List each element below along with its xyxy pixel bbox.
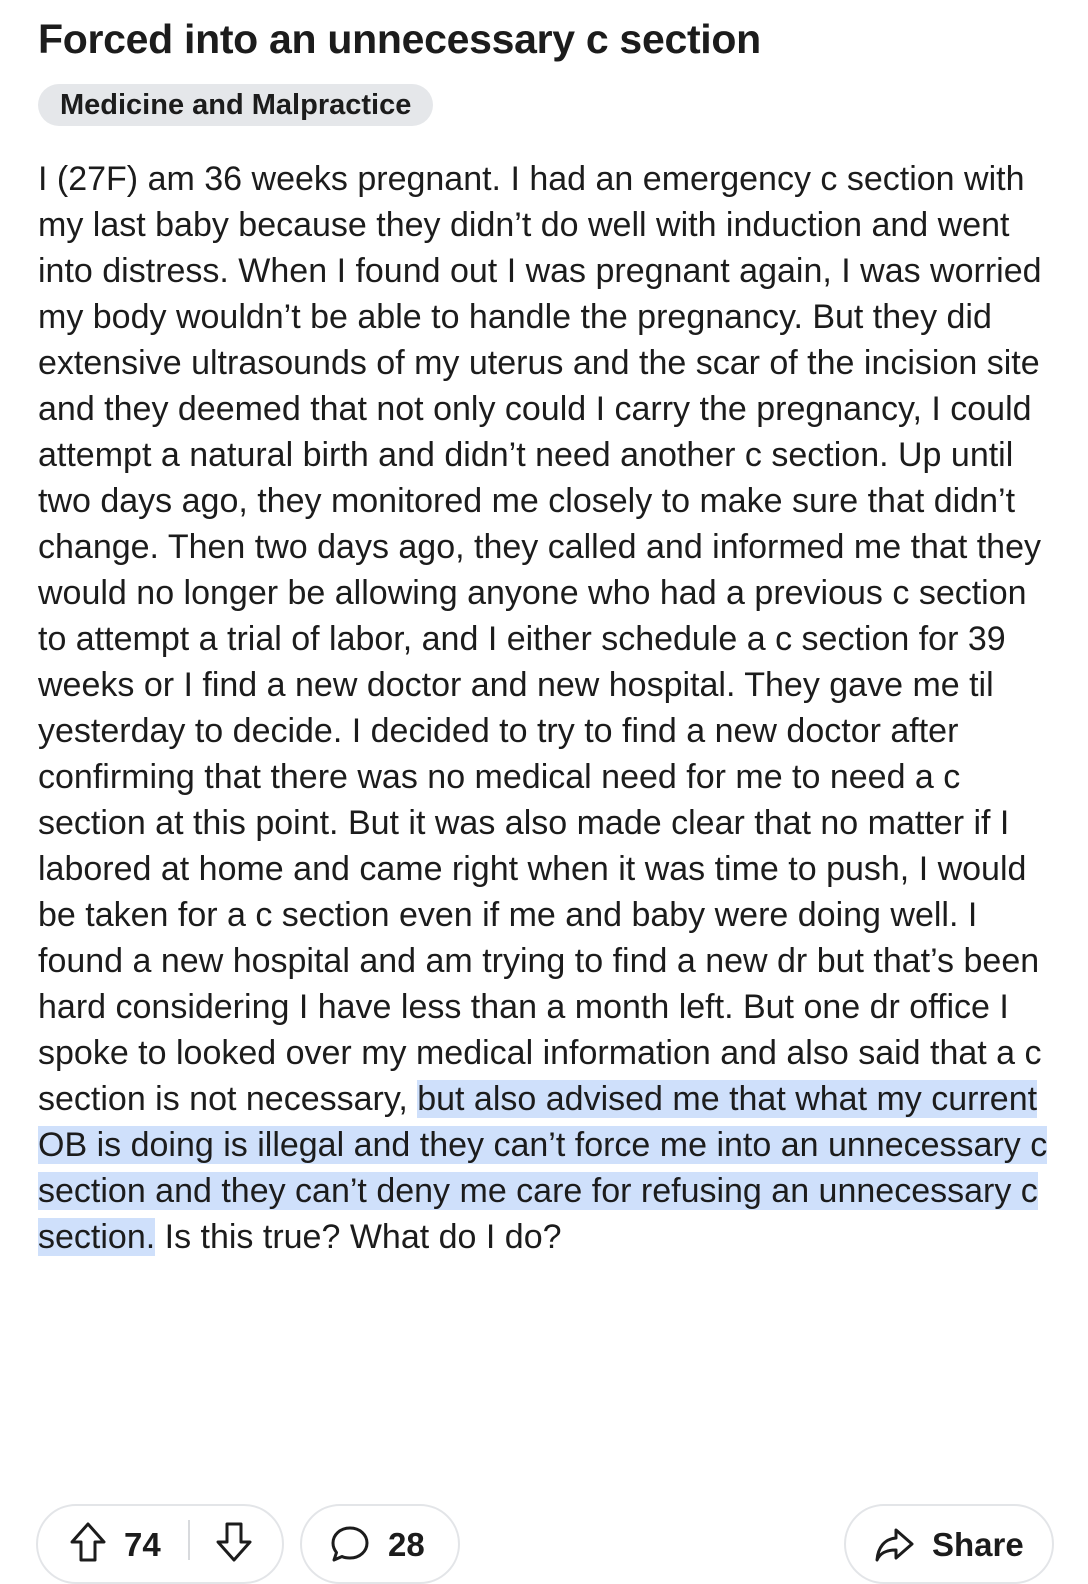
vote-divider bbox=[188, 1520, 190, 1560]
post-body bbox=[38, 156, 1058, 1260]
upvote-button[interactable] bbox=[68, 1520, 108, 1564]
share-label: Share bbox=[932, 1526, 1024, 1563]
vote-control bbox=[36, 1504, 284, 1584]
comments-button[interactable] bbox=[300, 1504, 460, 1584]
post-body-text-end: Is this true? What do I do? bbox=[155, 1218, 562, 1256]
speech-bubble-icon bbox=[330, 1522, 370, 1566]
arrow-up-icon bbox=[68, 1520, 108, 1564]
share-button[interactable] bbox=[844, 1504, 1054, 1584]
post-title[interactable]: Forced into an unnecessary c section bbox=[38, 16, 761, 62]
post-body-highlighted-text: but also advised me that what my current OB is doing is illegal and they can’t force me into an unnecessary c section and they can’t deny me care for refusing an unnecessary c section. bbox=[38, 1080, 1048, 1256]
post-actions-bar bbox=[36, 1504, 1054, 1584]
arrow-down-icon bbox=[214, 1520, 254, 1564]
vote-count: 74 bbox=[124, 1526, 161, 1563]
comment-count: 28 bbox=[388, 1526, 425, 1563]
post bbox=[38, 0, 1058, 1260]
post-flair[interactable]: Medicine and Malpractice bbox=[38, 84, 433, 126]
downvote-button[interactable] bbox=[214, 1520, 254, 1564]
share-arrow-icon bbox=[874, 1522, 914, 1566]
post-body-text: I (27F) am 36 weeks pregnant. I had an emergency c section with my last baby because they didn’t do well with induction and went into distress. When I found out I was pregnant again, I was worried my body wouldn’t be able to handle the pregnancy. But they did extensive ultrasounds of my uterus and the scar of the incision site and they deemed that not only could I carry the pregnancy, I could attempt a natural birth and didn’t need another c section. Up until two days ago, they monitored me closely to make sure that didn’t change. Then two days ago, they called and informed me that they would no longer be allowing anyone who had a previous c section to attempt a trial of labor, and I either schedule a c section for 39 weeks or I find a new doctor and new hospital. They gave me til yesterday to decide. I decided to try to find a new doctor after confirming that there was no medical need for me to need a c section at this point. But it was also made clear that no matter if I labored at home and came right when it was time to push, I would be taken for a c section even if me and baby were doing well. I found a new hospital and am trying to find a new dr but that’s been hard considering I have less than a month left. But one dr office I spoke to looked over my medical information and also said that a c section is not necessary, bbox=[38, 160, 1042, 1118]
